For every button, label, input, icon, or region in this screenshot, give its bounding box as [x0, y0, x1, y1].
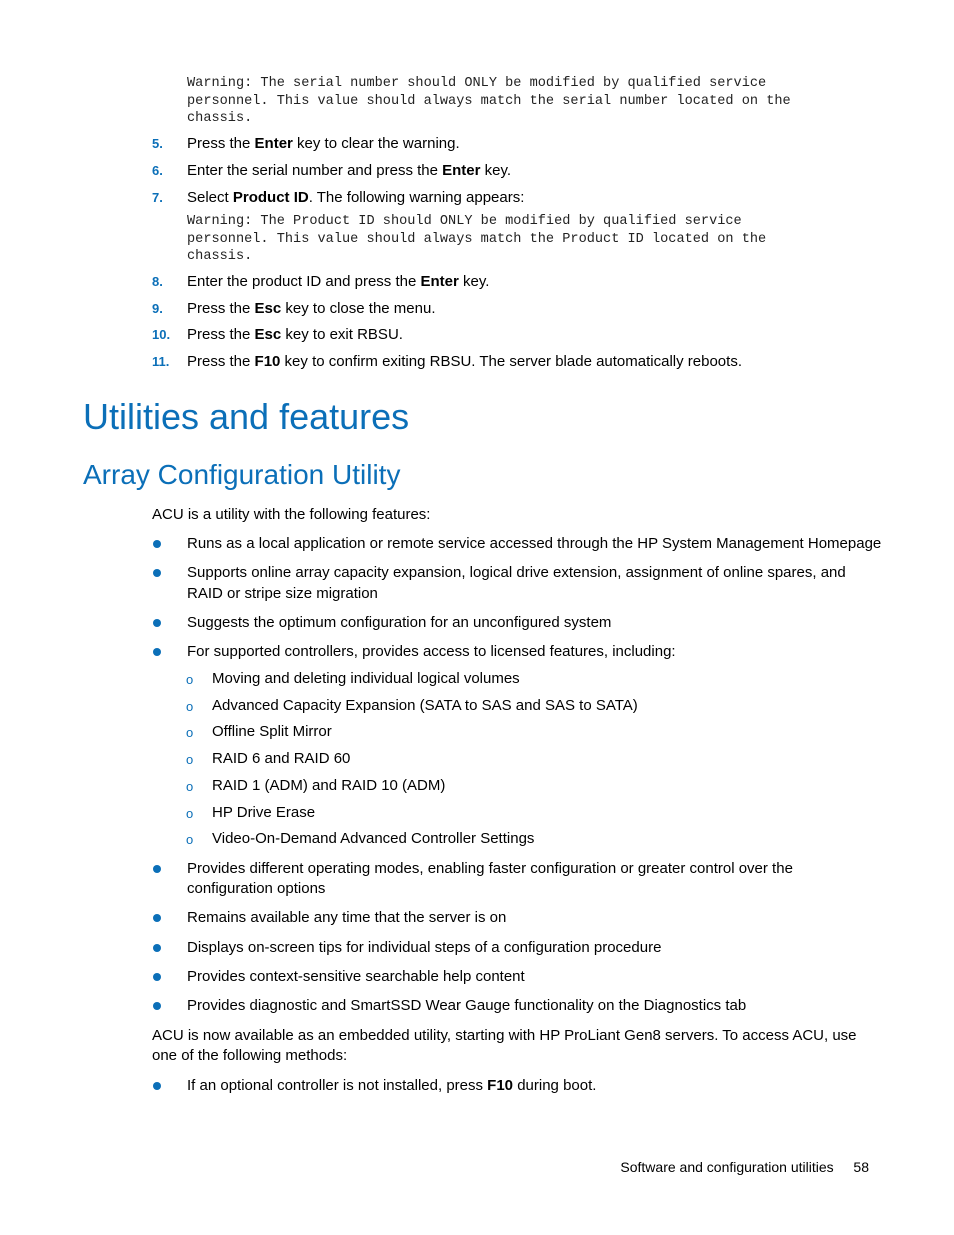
bullet-marker: [153, 569, 161, 577]
subbullet-text: Video-On-Demand Advanced Controller Settings: [212, 830, 535, 847]
page-footer: [620, 1159, 869, 1175]
bullet-marker: [153, 973, 161, 981]
bullet-text: Runs as a local application or remote service accessed through the HP System Management Homepage: [187, 535, 882, 552]
step-text: Press the Esc key to close the menu.: [187, 300, 436, 317]
bullet-text: Displays on-screen tips for individual steps of a configuration procedure: [187, 939, 662, 956]
subbullet-marker: o: [186, 832, 194, 847]
subbullet-text: HP Drive Erase: [212, 804, 316, 821]
bullet-text: For supported controllers, provides access to licensed features, including:: [187, 643, 676, 660]
bullet-marker: [153, 944, 161, 952]
subbullet-marker: o: [186, 752, 194, 767]
bullet-marker: [153, 540, 161, 548]
warning-line: personnel. This value should always match the Product ID located on the: [187, 232, 767, 247]
step-text: Press the Enter key to clear the warning.: [187, 135, 460, 152]
step-number: 11.: [152, 354, 170, 369]
step-number: 5.: [152, 136, 163, 151]
bullet-marker: [153, 1082, 161, 1090]
bullet-text: Supports online array capacity expansion, logical drive extension, assignment of online spares, and: [187, 564, 846, 581]
subbullet-marker: o: [186, 725, 194, 740]
bullet-text: Suggests the optimum configuration for an unconfigured system: [187, 614, 612, 631]
step-text: Enter the serial number and press the Enter key.: [187, 162, 512, 179]
body-paragraph-continued: one of the following methods:: [152, 1047, 348, 1064]
bullet-text: Provides different operating modes, enabling faster configuration or greater control over the: [187, 860, 793, 877]
warning-line: chassis.: [187, 111, 253, 126]
bullet-marker: [153, 1002, 161, 1010]
step-text: Select Product ID. The following warning appears:: [187, 189, 525, 206]
subbullet-marker: o: [186, 672, 194, 687]
step-number: 10.: [152, 327, 171, 342]
step-text: Press the Esc key to exit RBSU.: [187, 326, 403, 343]
subsection-heading: Array Configuration Utility: [83, 459, 401, 490]
footer-page-number: 58: [853, 1159, 869, 1175]
bullet-marker: [153, 648, 161, 656]
bullet-text: If an optional controller is not installed, press F10 during boot.: [187, 1077, 597, 1094]
bullet-text: Remains available any time that the server is on: [187, 909, 507, 926]
bullet-marker: [153, 865, 161, 873]
subbullet-marker: o: [186, 779, 194, 794]
step-number: 7.: [152, 190, 163, 205]
step-text: Enter the product ID and press the Enter key.: [187, 273, 490, 290]
intro-text: ACU is a utility with the following features:: [152, 506, 431, 523]
bullet-text-continued: RAID or stripe size migration: [187, 585, 378, 602]
subbullet-text: RAID 1 (ADM) and RAID 10 (ADM): [212, 777, 446, 794]
subbullet-text: Offline Split Mirror: [212, 723, 332, 740]
bullet-text: Provides context-sensitive searchable help content: [187, 968, 525, 985]
step-number: 6.: [152, 163, 163, 178]
subbullet-text: Moving and deleting individual logical volumes: [212, 670, 520, 687]
bullet-marker: [153, 619, 161, 627]
subbullet-marker: o: [186, 806, 194, 821]
warning-line: personnel. This value should always match the serial number located on the: [187, 94, 791, 109]
bullet-text: Provides diagnostic and SmartSSD Wear Gauge functionality on the Diagnostics tab: [187, 997, 747, 1014]
step-number: 9.: [152, 301, 163, 316]
subbullet-marker: o: [186, 699, 194, 714]
subbullet-text: Advanced Capacity Expansion (SATA to SAS and SAS to SATA): [212, 697, 638, 714]
warning-line: Warning: The Product ID should ONLY be modified by qualified service: [187, 214, 742, 229]
bullet-marker: [153, 914, 161, 922]
warning-line: Warning: The serial number should ONLY be modified by qualified service: [187, 76, 767, 91]
step-number: 8.: [152, 274, 163, 289]
bullet-text-continued: configuration options: [187, 880, 326, 897]
footer-section-title: Software and configuration utilities: [620, 1159, 834, 1175]
warning-line: chassis.: [187, 249, 253, 264]
body-paragraph: ACU is now available as an embedded utility, starting with HP ProLiant Gen8 servers. To access ACU, use: [152, 1027, 857, 1044]
section-heading: Utilities and features: [83, 396, 410, 437]
step-text: Press the F10 key to confirm exiting RBSU. The server blade automatically reboots.: [187, 353, 742, 370]
subbullet-text: RAID 6 and RAID 60: [212, 750, 351, 767]
